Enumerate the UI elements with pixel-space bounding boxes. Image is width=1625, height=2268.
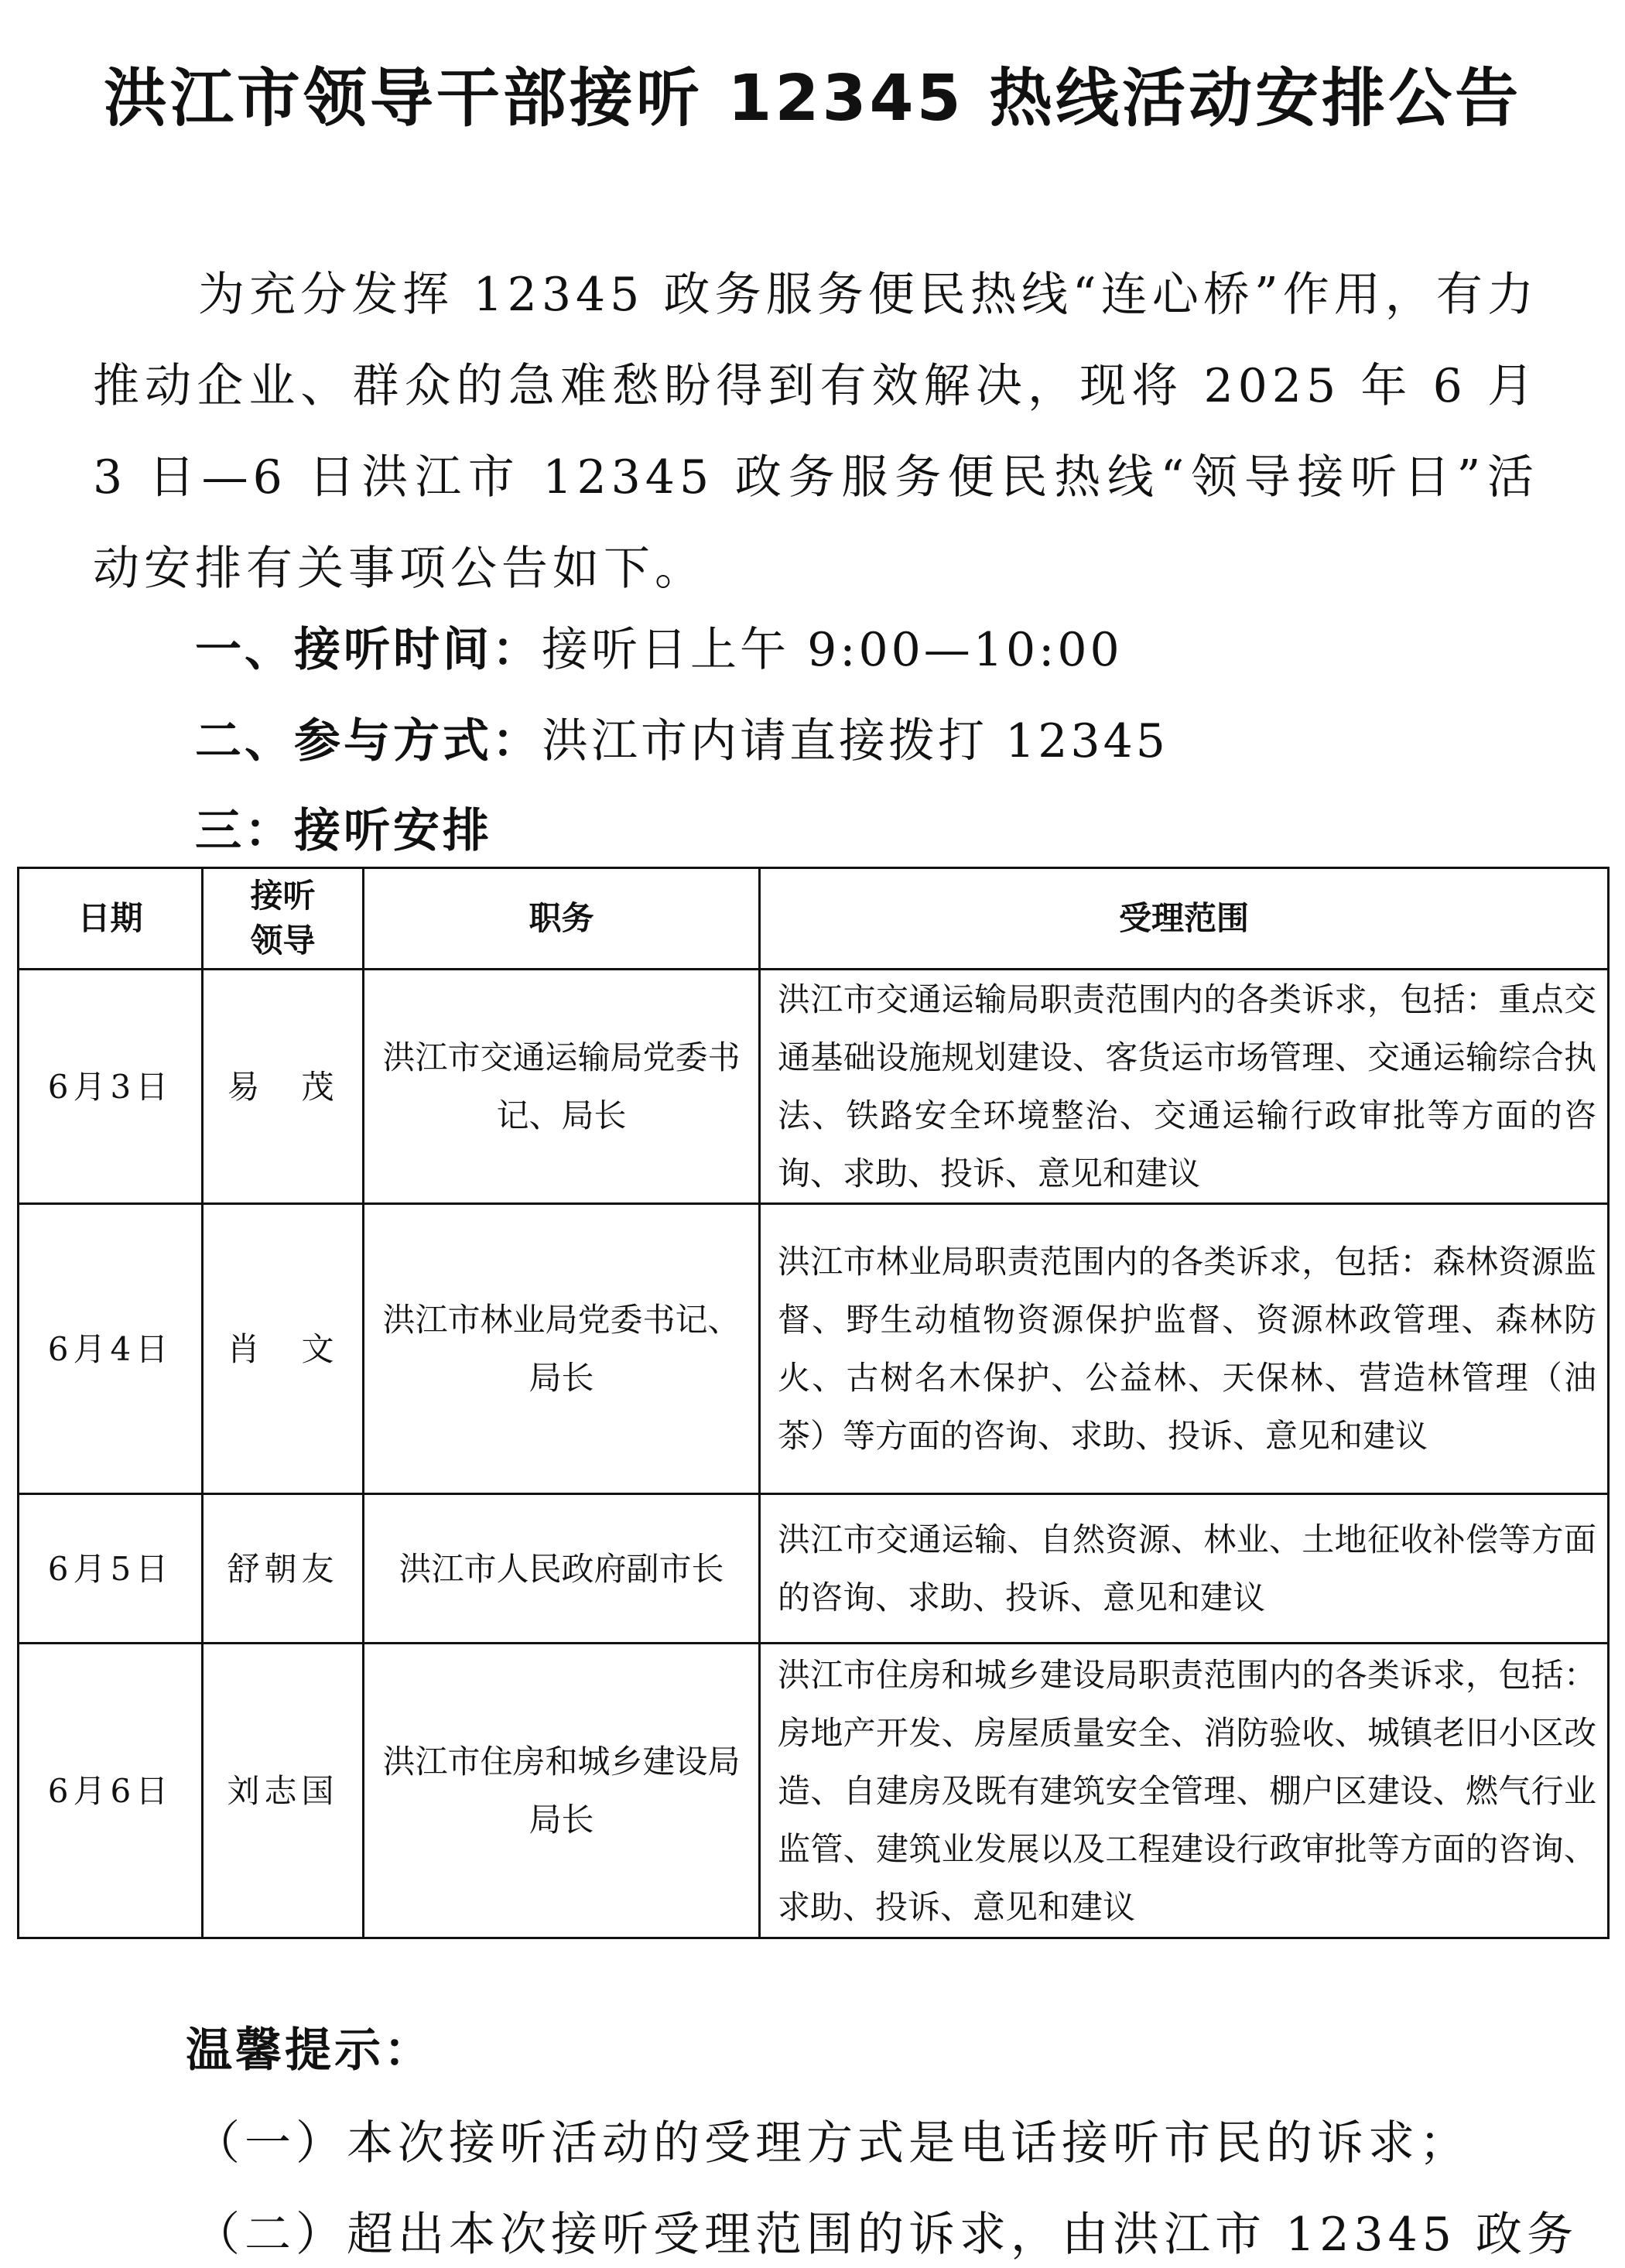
cell-position: 洪江市住房和城乡建设局局长 — [364, 1644, 760, 1938]
participation-value: 洪江市内请直接拨打 12345 — [542, 714, 1168, 768]
table-row — [19, 1204, 1609, 1494]
tips-title: 温馨提示： — [186, 2023, 433, 2078]
answer-time-label: 一、接听时间： — [195, 623, 542, 677]
cell-position: 洪江市人民政府副市长 — [364, 1494, 760, 1644]
header-date: 日期 — [19, 868, 203, 970]
cell-leader: 刘志国 — [203, 1644, 364, 1938]
cell-position: 洪江市交通运输局党委书记、局长 — [364, 970, 760, 1204]
participation-item — [195, 710, 1168, 772]
table-header-row — [19, 868, 1609, 970]
cell-date: 6月6日 — [19, 1644, 203, 1938]
table-row — [19, 970, 1609, 1204]
answer-time-value: 接听日上午 9:00—10:00 — [542, 623, 1123, 677]
schedule-table — [17, 867, 1610, 1939]
cell-leader: 肖 文 — [203, 1204, 364, 1494]
intro-paragraph: 为充分发挥 12345 政务服务便民热线“连心桥”作用，有力推动企业、群众的急难愁盼得到有效解决，现将 2025 年 6 月 3 日—6 日洪江市 12345 政务服务便民热线“领导接听日”活动安排有关事项公告如下。 — [93, 268, 1538, 596]
schedule-heading — [195, 800, 492, 862]
tip-item: （一）本次接听活动的受理方式是电话接听市民的诉求； — [193, 2116, 1470, 2171]
table-row — [19, 1494, 1609, 1644]
participation-label: 二、参与方式： — [195, 714, 542, 768]
cell-position: 洪江市林业局党委书记、局长 — [364, 1204, 760, 1494]
answer-time-item — [195, 619, 1123, 681]
cell-date: 6月4日 — [19, 1204, 203, 1494]
cell-date: 6月3日 — [19, 970, 203, 1204]
header-leader: 接听 领导 — [203, 868, 364, 970]
table-row — [19, 1644, 1609, 1938]
cell-leader: 易 茂 — [203, 970, 364, 1204]
cell-date: 6月5日 — [19, 1494, 203, 1644]
cell-scope: 洪江市住房和城乡建设局职责范围内的各类诉求，包括：房地产开发、房屋质量安全、消防验收、城镇老旧小区改造、自建房及既有建筑安全管理、棚户区建设、燃气行业监管、建筑业发展以及工程建设行政审批等方面的咨询、求助、投诉、意见和建议 — [760, 1644, 1609, 1938]
header-scope: 受理范围 — [760, 868, 1609, 970]
schedule-heading-label: 三：接听安排 — [195, 804, 492, 858]
cell-scope: 洪江市交通运输、自然资源、林业、土地征收补偿等方面的咨询、求助、投诉、意见和建议 — [760, 1494, 1609, 1644]
tip-item: （二）超出本次接听受理范围的诉求，由洪江市 12345 政务 — [193, 2208, 1579, 2262]
page-title: 洪江市领导干部接听 12345 热线活动安排公告 — [103, 62, 1522, 135]
cell-leader: 舒朝友 — [203, 1494, 364, 1644]
cell-scope: 洪江市林业局职责范围内的各类诉求，包括：森林资源监督、野生动植物资源保护监督、资源林政管理、森林防火、古树名木保护、公益林、天保林、营造林管理（油茶）等方面的咨询、求助、投诉、意见和建议 — [760, 1204, 1609, 1494]
header-position: 职务 — [364, 868, 760, 970]
cell-scope: 洪江市交通运输局职责范围内的各类诉求，包括：重点交通基础设施规划建设、客货运市场管理、交通运输综合执法、铁路安全环境整治、交通运输行政审批等方面的咨询、求助、投诉、意见和建议 — [760, 970, 1609, 1204]
